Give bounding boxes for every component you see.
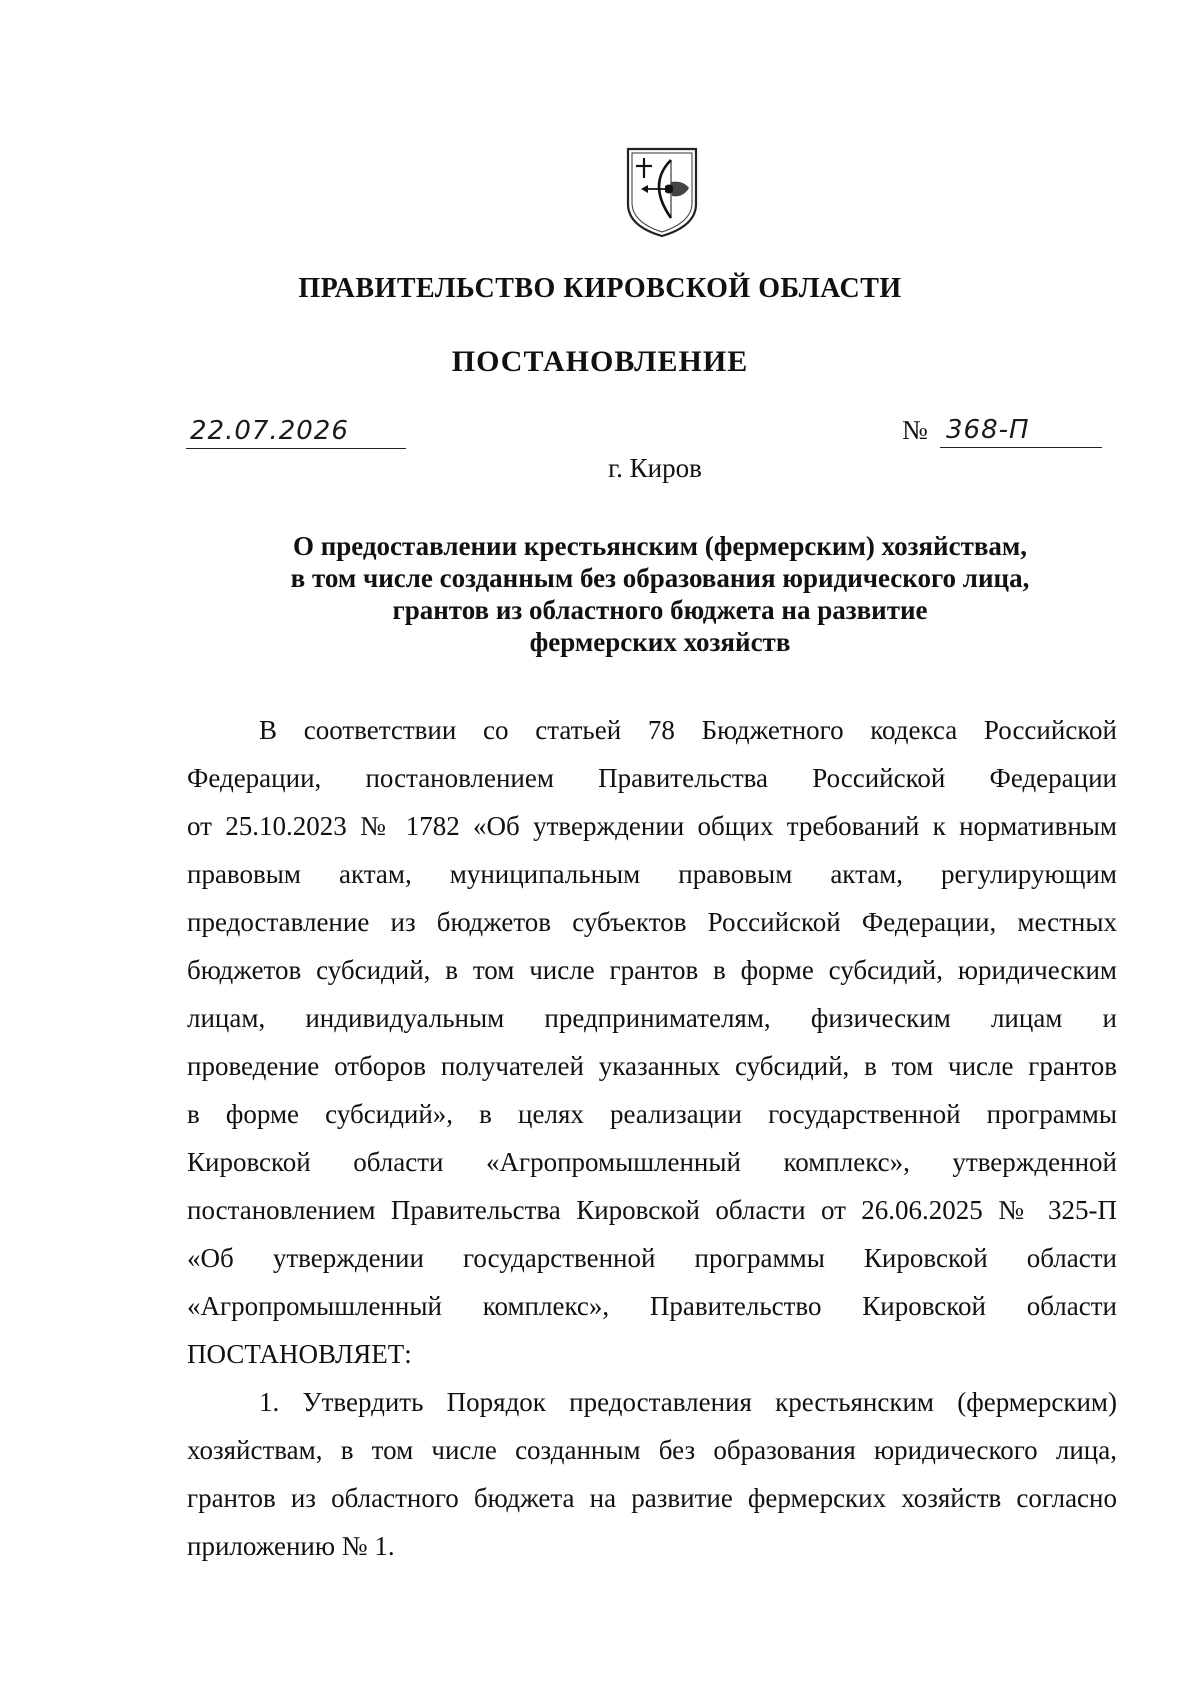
document-number-field [902, 415, 1102, 448]
preamble-line: бюджетов субсидий, в том числе грантов в форме субсидий, юридическим [187, 955, 1117, 985]
handwritten-number: 368-П [946, 415, 1030, 445]
preamble-line: постановлением Правительства Кировской области от 26.06.2025 № 325-П [187, 1195, 1117, 1225]
preamble-line: правовым актам, муниципальным правовым актам, регулирующим [187, 859, 1117, 889]
item-1-line: 1. Утвердить Порядок предоставления крестьянским (фермерским) [259, 1387, 1117, 1417]
preamble-line: от 25.10.2023 № 1782 «Об утверждении общих требований к нормативным [187, 811, 1117, 841]
organization-title: ПРАВИТЕЛЬСТВО КИРОВСКОЙ ОБЛАСТИ [298, 273, 902, 304]
date-field [186, 418, 406, 449]
preamble-line: В соответствии со статьей 78 Бюджетного кодекса Российской [259, 715, 1117, 745]
preamble-line-resolves: ПОСТАНОВЛЯЕТ: [187, 1339, 412, 1369]
city-label: г. Киров [608, 453, 702, 483]
document-type-title: ПОСТАНОВЛЕНИЕ [451, 345, 749, 378]
subject-line: фермерских хозяйств [529, 627, 791, 657]
number-line [940, 417, 1102, 448]
item-1-line: грантов из областного бюджета на развитие фермерских хозяйств согласно [187, 1483, 1117, 1513]
subject-line: грантов из областного бюджета на развитие [392, 595, 928, 625]
preamble-line: «Об утверждении государственной программы Кировской области [187, 1243, 1117, 1273]
kirov-coat-of-arms-emblem [625, 146, 699, 238]
preamble-line: проведение отборов получателей указанных субсидий, в том числе грантов [187, 1051, 1117, 1081]
handwritten-date: 22.07.2026 [190, 416, 349, 446]
number-sign: № [902, 415, 928, 445]
preamble-line: лицам, индивидуальным предпринимателям, физическим лицам и [187, 1003, 1117, 1033]
subject-line: в том числе созданным без образования юридического лица, [290, 563, 1030, 593]
preamble-line: предоставление из бюджетов субъектов Российской Федерации, местных [187, 907, 1117, 937]
item-1-line: хозяйствам, в том числе созданным без образования юридического лица, [187, 1435, 1117, 1465]
document-subject [180, 530, 1140, 658]
document-body [187, 706, 1117, 1570]
preamble-line: Федерации, постановлением Правительства Российской Федерации [187, 763, 1117, 793]
subject-line: О предоставлении крестьянским (фермерским) хозяйствам, [292, 531, 1028, 561]
preamble-line: Кировской области «Агропромышленный комплекс», утвержденной [187, 1147, 1117, 1177]
preamble-line: в форме субсидий», в целях реализации государственной программы [187, 1099, 1117, 1129]
item-1-line: приложению № 1. [187, 1531, 395, 1561]
preamble-line: «Агропромышленный комплекс», Правительство Кировской области [187, 1291, 1117, 1321]
